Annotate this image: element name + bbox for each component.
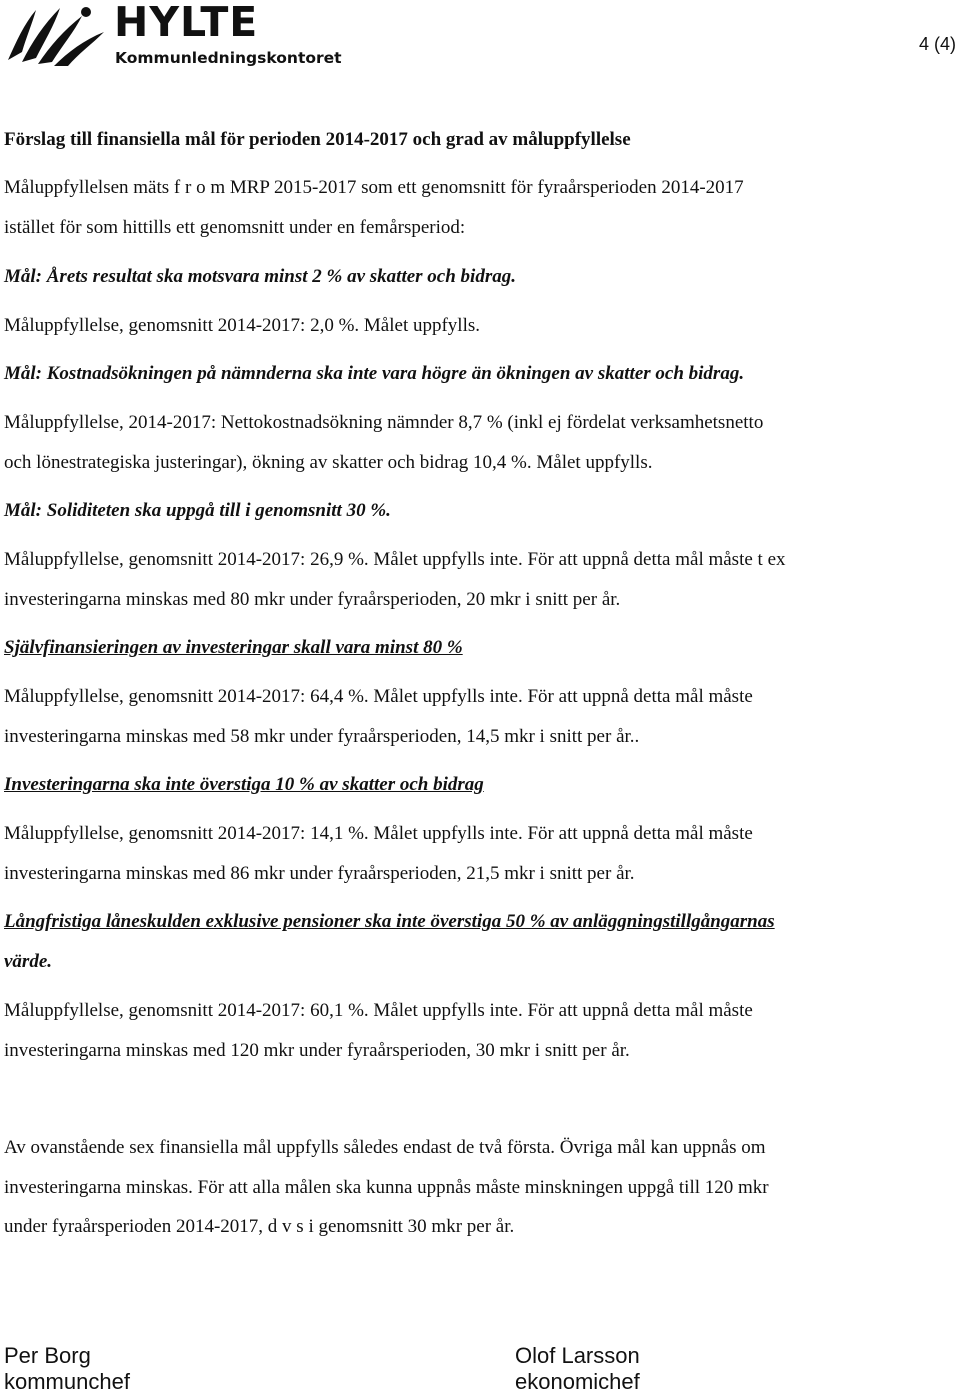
- goal-result: Måluppfyllelse, genomsnitt 2014-2017: 14,1 %. Målet uppfylls inte. För att uppnå detta mål måste: [4, 823, 753, 844]
- goal-result: Måluppfyllelse, 2014-2017: Nettokostnadsökning nämnder 8,7 % (inkl ej fördelat verksamhetsnetto: [4, 412, 764, 433]
- goal-heading: Mål: Soliditeten ska uppgå till i genomsnitt 30 %.: [4, 500, 391, 521]
- goal-heading: Investeringarna ska inte överstiga 10 % av skatter och bidrag: [4, 774, 484, 795]
- goal-result: investeringarna minskas med 86 mkr under fyraårsperioden, 21,5 mkr i snitt per år.: [4, 863, 635, 884]
- intro-line: Måluppfyllelsen mäts f r o m MRP 2015-2017 som ett genomsnitt för fyraårsperioden 2014-2017: [4, 177, 744, 198]
- hylte-logo-icon: [2, 2, 112, 68]
- goal-result: Måluppfyllelse, genomsnitt 2014-2017: 2,0 %. Målet uppfylls.: [4, 315, 481, 336]
- signature-role: ekonomichef: [515, 1369, 640, 1394]
- goal-result: Måluppfyllelse, genomsnitt 2014-2017: 26,9 %. Målet uppfylls inte. För att uppnå detta mål måste t ex: [4, 549, 786, 570]
- summary-line: under fyraårsperioden 2014-2017, d v s i genomsnitt 30 mkr per år.: [4, 1216, 515, 1237]
- brand-subtitle: Kommunledningskontoret: [115, 49, 342, 67]
- summary-line: Av ovanstående sex finansiella mål uppfylls således endast de två första. Övriga mål kan uppnås om: [4, 1137, 766, 1158]
- goal-result: och lönestrategiska justeringar), ökning av skatter och bidrag 10,4 %. Målet uppfylls.: [4, 452, 653, 473]
- goal-result: Måluppfyllelse, genomsnitt 2014-2017: 64,4 %. Målet uppfylls inte. För att uppnå detta mål måste: [4, 686, 753, 707]
- page-header: [0, 0, 960, 80]
- signature-name: Olof Larsson: [515, 1343, 640, 1368]
- goal-heading: värde.: [4, 951, 53, 972]
- page-number: 4 (4): [918, 34, 956, 54]
- goal-result: investeringarna minskas med 58 mkr under fyraårsperioden, 14,5 mkr i snitt per år..: [4, 726, 640, 747]
- summary-line: investeringarna minskas. För att alla målen ska kunna uppnås måste minskningen uppgå till 120 mkr: [4, 1177, 769, 1198]
- goal-heading: Långfristiga låneskulden exklusive pensioner ska inte överstiga 50 % av anläggningstillgångarnas: [4, 911, 775, 932]
- goal-heading: Mål: Årets resultat ska motsvara minst 2 % av skatter och bidrag.: [4, 266, 516, 287]
- intro-line: istället för som hittills ett genomsnitt under en femårsperiod:: [4, 217, 466, 238]
- signature-role: kommunchef: [4, 1369, 130, 1394]
- goal-result: Måluppfyllelse, genomsnitt 2014-2017: 60,1 %. Målet uppfylls inte. För att uppnå detta mål måste: [4, 1000, 753, 1021]
- goal-result: investeringarna minskas med 80 mkr under fyraårsperioden, 20 mkr i snitt per år.: [4, 589, 621, 610]
- goal-heading: Självfinansieringen av investeringar skall vara minst 80 %: [4, 637, 463, 658]
- goal-heading: Mål: Kostnadsökningen på nämnderna ska inte vara högre än ökningen av skatter och bidrag.: [4, 363, 745, 384]
- signature-name: Per Borg: [4, 1343, 91, 1368]
- goal-result: investeringarna minskas med 120 mkr under fyraårsperioden, 30 mkr i snitt per år.: [4, 1040, 630, 1061]
- brand-name: HYLTE: [114, 0, 259, 46]
- document-title: Förslag till finansiella mål för perioden 2014-2017 och grad av måluppfyllelse: [4, 129, 631, 150]
